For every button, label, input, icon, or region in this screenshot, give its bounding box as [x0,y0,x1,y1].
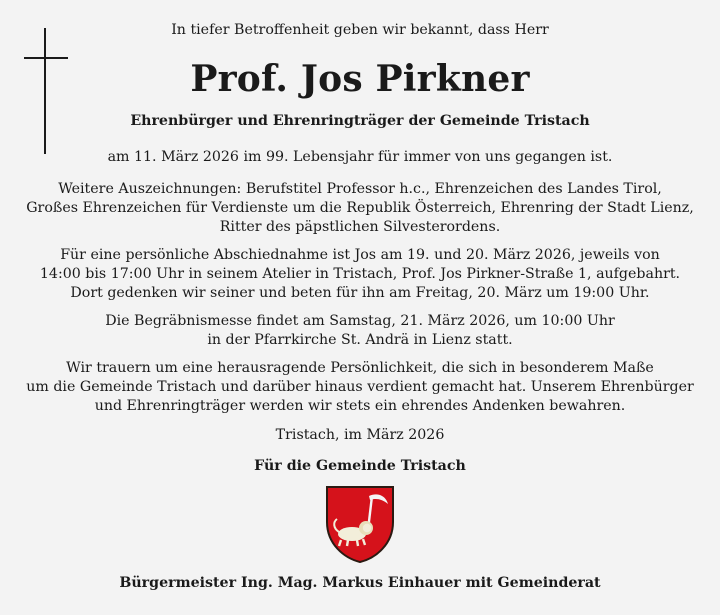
tribute-line: Wir trauern um eine herausragende Persönlichkeit, die sich in besonderem Maße [66,360,654,376]
awards-line: Großes Ehrenzeichen für Verdienste um die Republik Österreich, Ehrenring der Stadt Lienz, [26,200,694,216]
tribute-line: um die Gemeinde Tristach und darüber hinaus verdient gemacht hat. Unserem Ehrenbürger [26,379,694,395]
farewell-line: Dort gedenken wir seiner und beten für ihn am Freitag, 20. März um 19:00 Uhr. [70,285,650,301]
awards-line: Ritter des päpstlichen Silvesterordens. [219,219,501,235]
farewell-line: Für eine persönliche Abschiednahme ist Jos am 19. und 20. März 2026, jeweils von [60,247,660,263]
coat-of-arms-icon [324,484,396,564]
deceased-name: Prof. Jos Pirkner [190,58,530,100]
awards-line: Weitere Auszeichnungen: Berufstitel Professor h.c., Ehrenzeichen des Landes Tirol, [58,181,662,197]
intro-text: In tiefer Betroffenheit geben wir bekannt, dass Herr [171,22,549,38]
on-behalf-of: Für die Gemeinde Tristach [254,458,466,474]
funeral-mass-line: Die Begräbnismesse findet am Samstag, 21. März 2026, um 10:00 Uhr [105,313,615,329]
tribute-line: und Ehrenringträger werden wir stets ein ehrendes Andenken bewahren. [94,398,626,414]
place-and-date: Tristach, im März 2026 [275,427,445,443]
honorary-title: Ehrenbürger und Ehrenringträger der Gemeinde Tristach [130,113,590,129]
signature-line: Bürgermeister Ing. Mag. Markus Einhauer mit Gemeinderat [119,575,601,591]
death-announcement: am 11. März 2026 im 99. Lebensjahr für immer von uns gegangen ist. [107,149,613,165]
funeral-mass-line: in der Pfarrkirche St. Andrä in Lienz statt. [207,332,513,348]
farewell-line: 14:00 bis 17:00 Uhr in seinem Atelier in Tristach, Prof. Jos Pirkner-Straße 1, aufgebahrt. [39,266,681,282]
